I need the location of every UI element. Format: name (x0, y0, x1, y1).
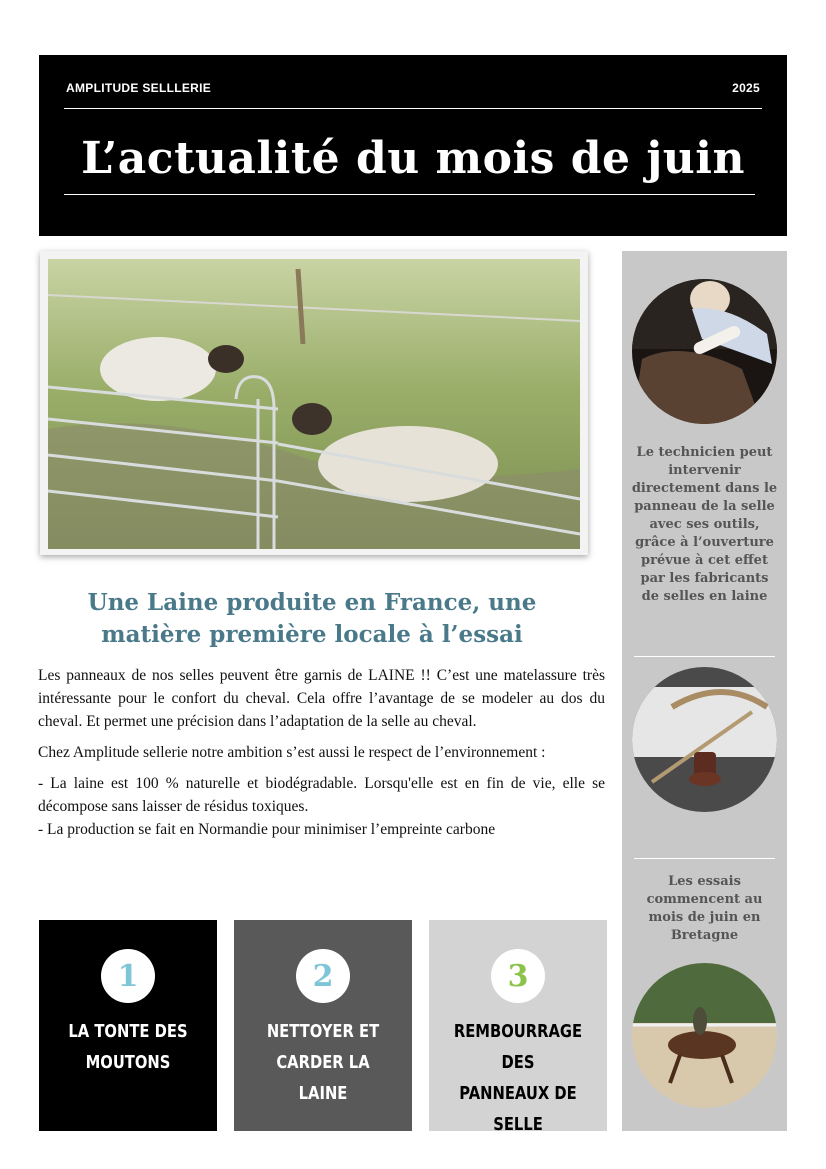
sidebar-divider (634, 656, 775, 657)
step-label-line: MOUTONS (85, 1052, 171, 1073)
step-card-shearing (39, 920, 217, 1131)
sidebar-divider (634, 858, 775, 859)
step-number-badge: 2 (296, 949, 350, 1003)
brand-name: AMPLITUDE SELLLERIE (66, 81, 212, 95)
sheep-photo (40, 251, 588, 555)
horse-photo (632, 963, 777, 1108)
step-number-badge: 3 (491, 949, 545, 1003)
step-number-badge: 1 (101, 949, 155, 1003)
sidebar (622, 251, 787, 1131)
step-label (55, 1016, 201, 1078)
article-title: Une Laine produite en France, une matière première locale à l’essai (87, 589, 537, 648)
step-label (250, 1016, 396, 1109)
article-paragraph: Les panneaux de nos selles peuvent être garnis de LAINE !! C’est une matelassure très intéressante pour le confort du cheval. Cela offre l’avantage de se modeler au dos du cheval. Et permet une précision dans l’adaptation de la selle au cheval. (38, 667, 605, 730)
step-label-line: PANNEAUX DE SELLE (459, 1083, 577, 1135)
masthead-rule-bottom (64, 194, 755, 195)
step-label-line: LA TONTE DES (68, 1021, 188, 1042)
page-title: L’actualité du mois de juin (81, 133, 745, 184)
technician-caption: Le technicien peut intervenir directement dans le panneau de la selle avec ses outils, grâce à l’ouverture prévue à cet effet par les fabricants de selles en laine (631, 445, 778, 604)
masthead (39, 55, 787, 236)
article-paragraph: Chez Amplitude sellerie notre ambition s’est aussi le respect de l’environnement : (38, 744, 546, 761)
technician-photo (632, 279, 777, 424)
step-label-line: REMBOURRAGE DES (453, 1021, 583, 1073)
article-body (38, 664, 605, 841)
step-label-line: CARDER LA LAINE (276, 1052, 370, 1104)
masthead-top-line (66, 81, 760, 95)
step-label (445, 1016, 591, 1140)
tools-photo (632, 667, 777, 812)
step-card-cleaning (234, 920, 412, 1131)
trials-caption: Les essais commencent au mois de juin en Bretagne (646, 874, 763, 943)
issue-year: 2025 (732, 81, 760, 95)
masthead-rule-top (64, 108, 762, 109)
article-bullet: - La laine est 100 % naturelle et biodégradable. Lorsqu'elle est en fin de vie, elle se décompose sans laisser de résidus toxiques. (38, 775, 605, 815)
sheep-photo-illustration (48, 259, 580, 549)
step-label-line: NETTOYER ET (266, 1021, 380, 1042)
article-bullet: - La production se fait en Normandie pour minimiser l’empreinte carbone (38, 821, 496, 838)
step-card-stuffing (429, 920, 607, 1135)
